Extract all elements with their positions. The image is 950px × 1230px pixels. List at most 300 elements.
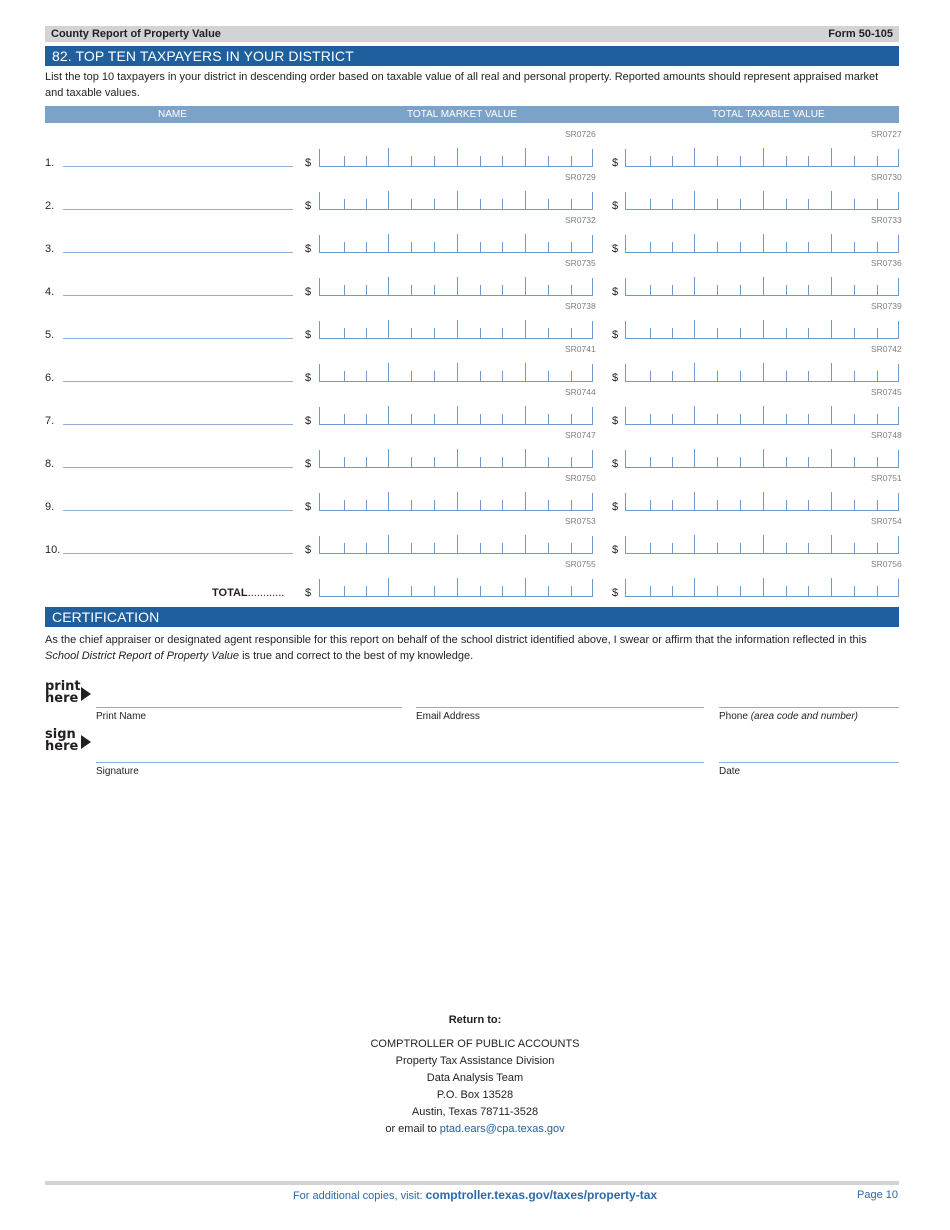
digit-divider	[344, 543, 345, 553]
dollar-sign: $	[612, 243, 619, 255]
market-field-code: SR0755	[565, 559, 596, 569]
taxpayer-row	[0, 430, 950, 470]
digit-divider	[763, 449, 764, 467]
taxpayer-name-field[interactable]	[63, 424, 293, 425]
taxpayer-row	[0, 516, 950, 556]
row-number: 3.	[45, 243, 55, 255]
digit-divider	[717, 328, 718, 338]
footer-copies-link[interactable]: comptroller.texas.gov/taxes/property-tax	[425, 1188, 658, 1202]
digit-divider	[366, 371, 367, 381]
digit-divider	[344, 328, 345, 338]
digit-divider	[525, 578, 526, 596]
dollar-sign: $	[305, 329, 312, 341]
digit-divider	[650, 242, 651, 252]
digit-divider	[694, 363, 695, 381]
taxpayer-name-field[interactable]	[63, 209, 293, 210]
digit-divider	[502, 371, 503, 381]
digit-divider	[434, 156, 435, 166]
digit-divider	[457, 492, 458, 510]
digit-divider	[571, 414, 572, 424]
digit-divider	[694, 406, 695, 424]
digit-divider	[831, 148, 832, 166]
digit-divider	[344, 199, 345, 209]
dollar-sign: $	[305, 415, 312, 427]
dollar-sign: $	[612, 544, 619, 556]
digit-divider	[808, 414, 809, 424]
taxable-field-code: SR0754	[871, 516, 902, 526]
digit-divider	[525, 277, 526, 295]
digit-divider	[480, 328, 481, 338]
digit-divider	[480, 242, 481, 252]
digit-divider	[388, 234, 389, 252]
dollar-sign: $	[305, 501, 312, 513]
digit-divider	[548, 156, 549, 166]
digit-divider	[694, 449, 695, 467]
taxable-field-code: SR0739	[871, 301, 902, 311]
digit-divider	[672, 543, 673, 553]
digit-divider	[366, 543, 367, 553]
digit-divider	[388, 363, 389, 381]
badge-word: here	[45, 739, 79, 754]
digit-divider	[763, 320, 764, 338]
signature-label: Signature	[96, 766, 139, 777]
digit-divider	[571, 457, 572, 467]
dollar-sign: $	[305, 372, 312, 384]
phone-field[interactable]	[719, 707, 899, 708]
section-instructions: List the top 10 taxpayers in your district in descending order based on taxable value of all real and personal property. Reported amounts should represent appraised market and taxable values.	[45, 71, 879, 99]
digit-divider	[831, 535, 832, 553]
row-number: 8.	[45, 458, 55, 470]
digit-divider	[740, 543, 741, 553]
digit-divider	[548, 543, 549, 553]
row-number: 10.	[45, 544, 61, 556]
digit-divider	[694, 191, 695, 209]
taxpayer-name-field[interactable]	[63, 381, 293, 382]
dollar-sign: $	[612, 286, 619, 298]
taxable-field-code: SR0727	[871, 129, 902, 139]
digit-divider	[831, 406, 832, 424]
taxpayer-name-field[interactable]	[63, 510, 293, 511]
row-number: 1.	[45, 157, 55, 169]
digit-divider	[831, 492, 832, 510]
digit-divider	[763, 492, 764, 510]
digit-divider	[344, 457, 345, 467]
digit-divider	[434, 414, 435, 424]
market-value-input[interactable]	[319, 450, 593, 468]
return-line: Property Tax Assistance Division	[395, 1055, 555, 1067]
taxable-value-input[interactable]	[625, 493, 899, 511]
taxable-value-input[interactable]	[625, 450, 899, 468]
digit-divider	[831, 578, 832, 596]
market-field-code: SR0729	[565, 172, 596, 182]
total-label	[212, 587, 284, 599]
digit-divider	[854, 586, 855, 596]
digit-divider	[434, 371, 435, 381]
digit-divider	[672, 414, 673, 424]
market-value-input[interactable]	[319, 407, 593, 425]
taxpayer-row	[0, 344, 950, 384]
section-title-text: 82. TOP TEN TAXPAYERS IN YOUR DISTRICT	[52, 48, 354, 64]
digit-divider	[808, 371, 809, 381]
digit-divider	[740, 414, 741, 424]
market-value-input[interactable]	[319, 536, 593, 554]
market-field-code: SR0738	[565, 301, 596, 311]
digit-divider	[480, 371, 481, 381]
taxable-value-input[interactable]	[625, 536, 899, 554]
taxpayer-name-field[interactable]	[63, 252, 293, 253]
digit-divider	[388, 148, 389, 166]
digit-divider	[548, 242, 549, 252]
taxable-value-input[interactable]	[625, 235, 899, 253]
digit-divider	[525, 191, 526, 209]
digit-divider	[388, 449, 389, 467]
dollar-sign: $	[612, 458, 619, 470]
digit-divider	[344, 371, 345, 381]
taxable-field-code: SR0745	[871, 387, 902, 397]
digit-divider	[480, 500, 481, 510]
return-address	[0, 1012, 950, 1138]
digit-divider	[786, 156, 787, 166]
dollar-sign: $	[612, 501, 619, 513]
cert-text-part: is true and correct to the best of my knowledge.	[239, 650, 474, 662]
market-field-code: SR0726	[565, 129, 596, 139]
digit-divider	[434, 285, 435, 295]
digit-divider	[694, 234, 695, 252]
taxable-field-code: SR0742	[871, 344, 902, 354]
digit-divider	[366, 285, 367, 295]
digit-divider	[808, 586, 809, 596]
digit-divider	[740, 500, 741, 510]
taxable-value-input[interactable]	[625, 407, 899, 425]
digit-divider	[717, 457, 718, 467]
form-number: Form 50-105	[828, 28, 893, 40]
digit-divider	[525, 535, 526, 553]
digit-divider	[694, 277, 695, 295]
return-line: Data Analysis Team	[426, 1072, 524, 1084]
taxable-value-input[interactable]	[625, 192, 899, 210]
digit-divider	[548, 457, 549, 467]
taxpayer-name-field[interactable]	[63, 295, 293, 296]
digit-divider	[457, 234, 458, 252]
digit-divider	[877, 371, 878, 381]
digit-divider	[650, 500, 651, 510]
signature-field[interactable]	[96, 762, 704, 763]
digit-divider	[411, 199, 412, 209]
digit-divider	[548, 500, 549, 510]
digit-divider	[650, 457, 651, 467]
digit-divider	[877, 414, 878, 424]
row-number: 9.	[45, 501, 55, 513]
digit-divider	[525, 148, 526, 166]
digit-divider	[672, 285, 673, 295]
digit-divider	[786, 242, 787, 252]
digit-divider	[525, 406, 526, 424]
digit-divider	[457, 148, 458, 166]
digit-divider	[502, 328, 503, 338]
digit-divider	[571, 156, 572, 166]
taxpayer-row	[0, 129, 950, 169]
digit-divider	[366, 500, 367, 510]
digit-divider	[694, 578, 695, 596]
digit-divider	[344, 586, 345, 596]
digit-divider	[717, 242, 718, 252]
digit-divider	[763, 406, 764, 424]
digit-divider	[388, 191, 389, 209]
digit-divider	[502, 500, 503, 510]
market-field-code: SR0750	[565, 473, 596, 483]
digit-divider	[877, 543, 878, 553]
digit-divider	[548, 328, 549, 338]
phone-label-note: (area code and number)	[750, 711, 858, 722]
digit-divider	[854, 156, 855, 166]
digit-divider	[411, 156, 412, 166]
digit-divider	[672, 500, 673, 510]
digit-divider	[808, 199, 809, 209]
phone-label-text: Phone	[719, 711, 748, 722]
digit-divider	[571, 242, 572, 252]
certification-statement	[45, 632, 899, 664]
digit-divider	[854, 328, 855, 338]
digit-divider	[457, 449, 458, 467]
taxable-value-input[interactable]	[625, 364, 899, 382]
footer-copies	[0, 1188, 950, 1202]
digit-divider	[434, 457, 435, 467]
digit-divider	[740, 586, 741, 596]
digit-divider	[480, 457, 481, 467]
digit-divider	[411, 500, 412, 510]
digit-divider	[502, 156, 503, 166]
digit-divider	[434, 328, 435, 338]
digit-divider	[786, 500, 787, 510]
dot-leader: ............	[247, 587, 285, 599]
digit-divider	[808, 543, 809, 553]
taxable-value-input[interactable]	[625, 321, 899, 339]
digit-divider	[854, 199, 855, 209]
row-number: 2.	[45, 200, 55, 212]
sign-here-badge	[45, 729, 78, 753]
digit-divider	[877, 500, 878, 510]
digit-divider	[650, 414, 651, 424]
digit-divider	[854, 457, 855, 467]
digit-divider	[786, 414, 787, 424]
digit-divider	[763, 363, 764, 381]
taxpayer-name-field[interactable]	[63, 467, 293, 468]
phone-label	[719, 711, 858, 722]
digit-divider	[366, 199, 367, 209]
digit-divider	[672, 371, 673, 381]
digit-divider	[344, 500, 345, 510]
print-here-badge	[45, 681, 81, 705]
digit-divider	[434, 586, 435, 596]
digit-divider	[480, 414, 481, 424]
date-label: Date	[719, 766, 741, 777]
taxpayer-row	[0, 258, 950, 298]
digit-divider	[366, 586, 367, 596]
market-value-input[interactable]	[319, 149, 593, 167]
return-title: Return to:	[448, 1014, 502, 1026]
digit-divider	[854, 543, 855, 553]
digit-divider	[548, 199, 549, 209]
taxpayer-row	[0, 172, 950, 212]
digit-divider	[411, 371, 412, 381]
digit-divider	[672, 199, 673, 209]
taxable-value-input[interactable]	[625, 579, 899, 597]
taxpayer-row	[0, 215, 950, 255]
dollar-sign: $	[612, 372, 619, 384]
digit-divider	[650, 371, 651, 381]
digit-divider	[740, 457, 741, 467]
digit-divider	[571, 586, 572, 596]
taxpayer-row	[0, 473, 950, 513]
digit-divider	[877, 199, 878, 209]
badge-word: sign	[45, 727, 76, 742]
arrow-right-icon	[81, 687, 91, 701]
digit-divider	[831, 277, 832, 295]
digit-divider	[786, 285, 787, 295]
digit-divider	[525, 492, 526, 510]
dollar-sign: $	[305, 243, 312, 255]
market-field-code: SR0747	[565, 430, 596, 440]
digit-divider	[571, 328, 572, 338]
digit-divider	[525, 320, 526, 338]
digit-divider	[808, 285, 809, 295]
column-header-bar	[45, 106, 899, 123]
market-field-code: SR0741	[565, 344, 596, 354]
digit-divider	[344, 156, 345, 166]
market-value-input[interactable]	[319, 235, 593, 253]
digit-divider	[717, 500, 718, 510]
report-title: County Report of Property Value	[51, 28, 221, 40]
digit-divider	[457, 363, 458, 381]
digit-divider	[877, 242, 878, 252]
digit-divider	[571, 543, 572, 553]
digit-divider	[877, 328, 878, 338]
dollar-sign: $	[305, 200, 312, 212]
market-field-code: SR0753	[565, 516, 596, 526]
digit-divider	[388, 406, 389, 424]
digit-divider	[502, 586, 503, 596]
cert-text-part: As the chief appraiser or designated agent responsible for this report on behalf of the school district identified above, I swear or affirm that the information reflected in this	[45, 634, 867, 646]
digit-divider	[786, 328, 787, 338]
dollar-sign: $	[612, 415, 619, 427]
market-value-input[interactable]	[319, 192, 593, 210]
column-header-name: NAME	[158, 109, 187, 120]
digit-divider	[831, 191, 832, 209]
digit-divider	[717, 285, 718, 295]
digit-divider	[672, 156, 673, 166]
digit-divider	[548, 586, 549, 596]
market-value-input[interactable]	[319, 579, 593, 597]
digit-divider	[763, 234, 764, 252]
digit-divider	[480, 543, 481, 553]
digit-divider	[717, 543, 718, 553]
badge-word: print	[45, 679, 81, 694]
digit-divider	[548, 371, 549, 381]
market-value-input[interactable]	[319, 321, 593, 339]
taxable-value-input[interactable]	[625, 278, 899, 296]
taxable-field-code: SR0756	[871, 559, 902, 569]
digit-divider	[740, 242, 741, 252]
digit-divider	[366, 156, 367, 166]
return-email-link[interactable]: ptad.ears@cpa.texas.gov	[439, 1123, 565, 1135]
digit-divider	[480, 285, 481, 295]
arrow-right-icon	[81, 735, 91, 749]
taxpayer-name-field[interactable]	[63, 338, 293, 339]
digit-divider	[344, 414, 345, 424]
digit-divider	[763, 277, 764, 295]
dollar-sign: $	[612, 329, 619, 341]
taxable-value-input[interactable]	[625, 149, 899, 167]
return-line: COMPTROLLER OF PUBLIC ACCOUNTS	[370, 1038, 580, 1050]
digit-divider	[786, 457, 787, 467]
digit-divider	[411, 586, 412, 596]
digit-divider	[763, 148, 764, 166]
return-line: Austin, Texas 78711-3528	[411, 1106, 539, 1118]
dollar-sign: $	[305, 544, 312, 556]
digit-divider	[717, 586, 718, 596]
print-name-field[interactable]	[96, 707, 402, 708]
row-number: 5.	[45, 329, 55, 341]
digit-divider	[457, 191, 458, 209]
digit-divider	[434, 543, 435, 553]
section-title	[45, 46, 899, 66]
date-field[interactable]	[719, 762, 899, 763]
dollar-sign: $	[305, 587, 312, 599]
digit-divider	[786, 199, 787, 209]
digit-divider	[808, 500, 809, 510]
footer-rule	[45, 1181, 899, 1185]
digit-divider	[854, 242, 855, 252]
digit-divider	[366, 457, 367, 467]
return-email-prefix: or email to	[385, 1123, 440, 1135]
market-value-input[interactable]	[319, 278, 593, 296]
digit-divider	[411, 285, 412, 295]
market-value-input[interactable]	[319, 364, 593, 382]
digit-divider	[877, 285, 878, 295]
digit-divider	[344, 242, 345, 252]
email-label: Email Address	[416, 711, 480, 722]
total-row	[0, 559, 950, 599]
taxpayer-name-field[interactable]	[63, 166, 293, 167]
digit-divider	[786, 371, 787, 381]
digit-divider	[650, 543, 651, 553]
digit-divider	[502, 543, 503, 553]
digit-divider	[650, 586, 651, 596]
dollar-sign: $	[305, 458, 312, 470]
digit-divider	[763, 535, 764, 553]
digit-divider	[457, 406, 458, 424]
digit-divider	[457, 535, 458, 553]
digit-divider	[411, 414, 412, 424]
digit-divider	[694, 535, 695, 553]
digit-divider	[740, 199, 741, 209]
digit-divider	[502, 457, 503, 467]
taxpayer-name-field[interactable]	[63, 553, 293, 554]
market-value-input[interactable]	[319, 493, 593, 511]
digit-divider	[366, 414, 367, 424]
email-field[interactable]	[416, 707, 704, 708]
digit-divider	[388, 535, 389, 553]
digit-divider	[650, 328, 651, 338]
digit-divider	[344, 285, 345, 295]
digit-divider	[411, 457, 412, 467]
total-label-text: TOTAL	[212, 587, 248, 599]
row-number: 7.	[45, 415, 55, 427]
digit-divider	[388, 277, 389, 295]
taxpayer-row	[0, 301, 950, 341]
digit-divider	[786, 586, 787, 596]
digit-divider	[480, 156, 481, 166]
